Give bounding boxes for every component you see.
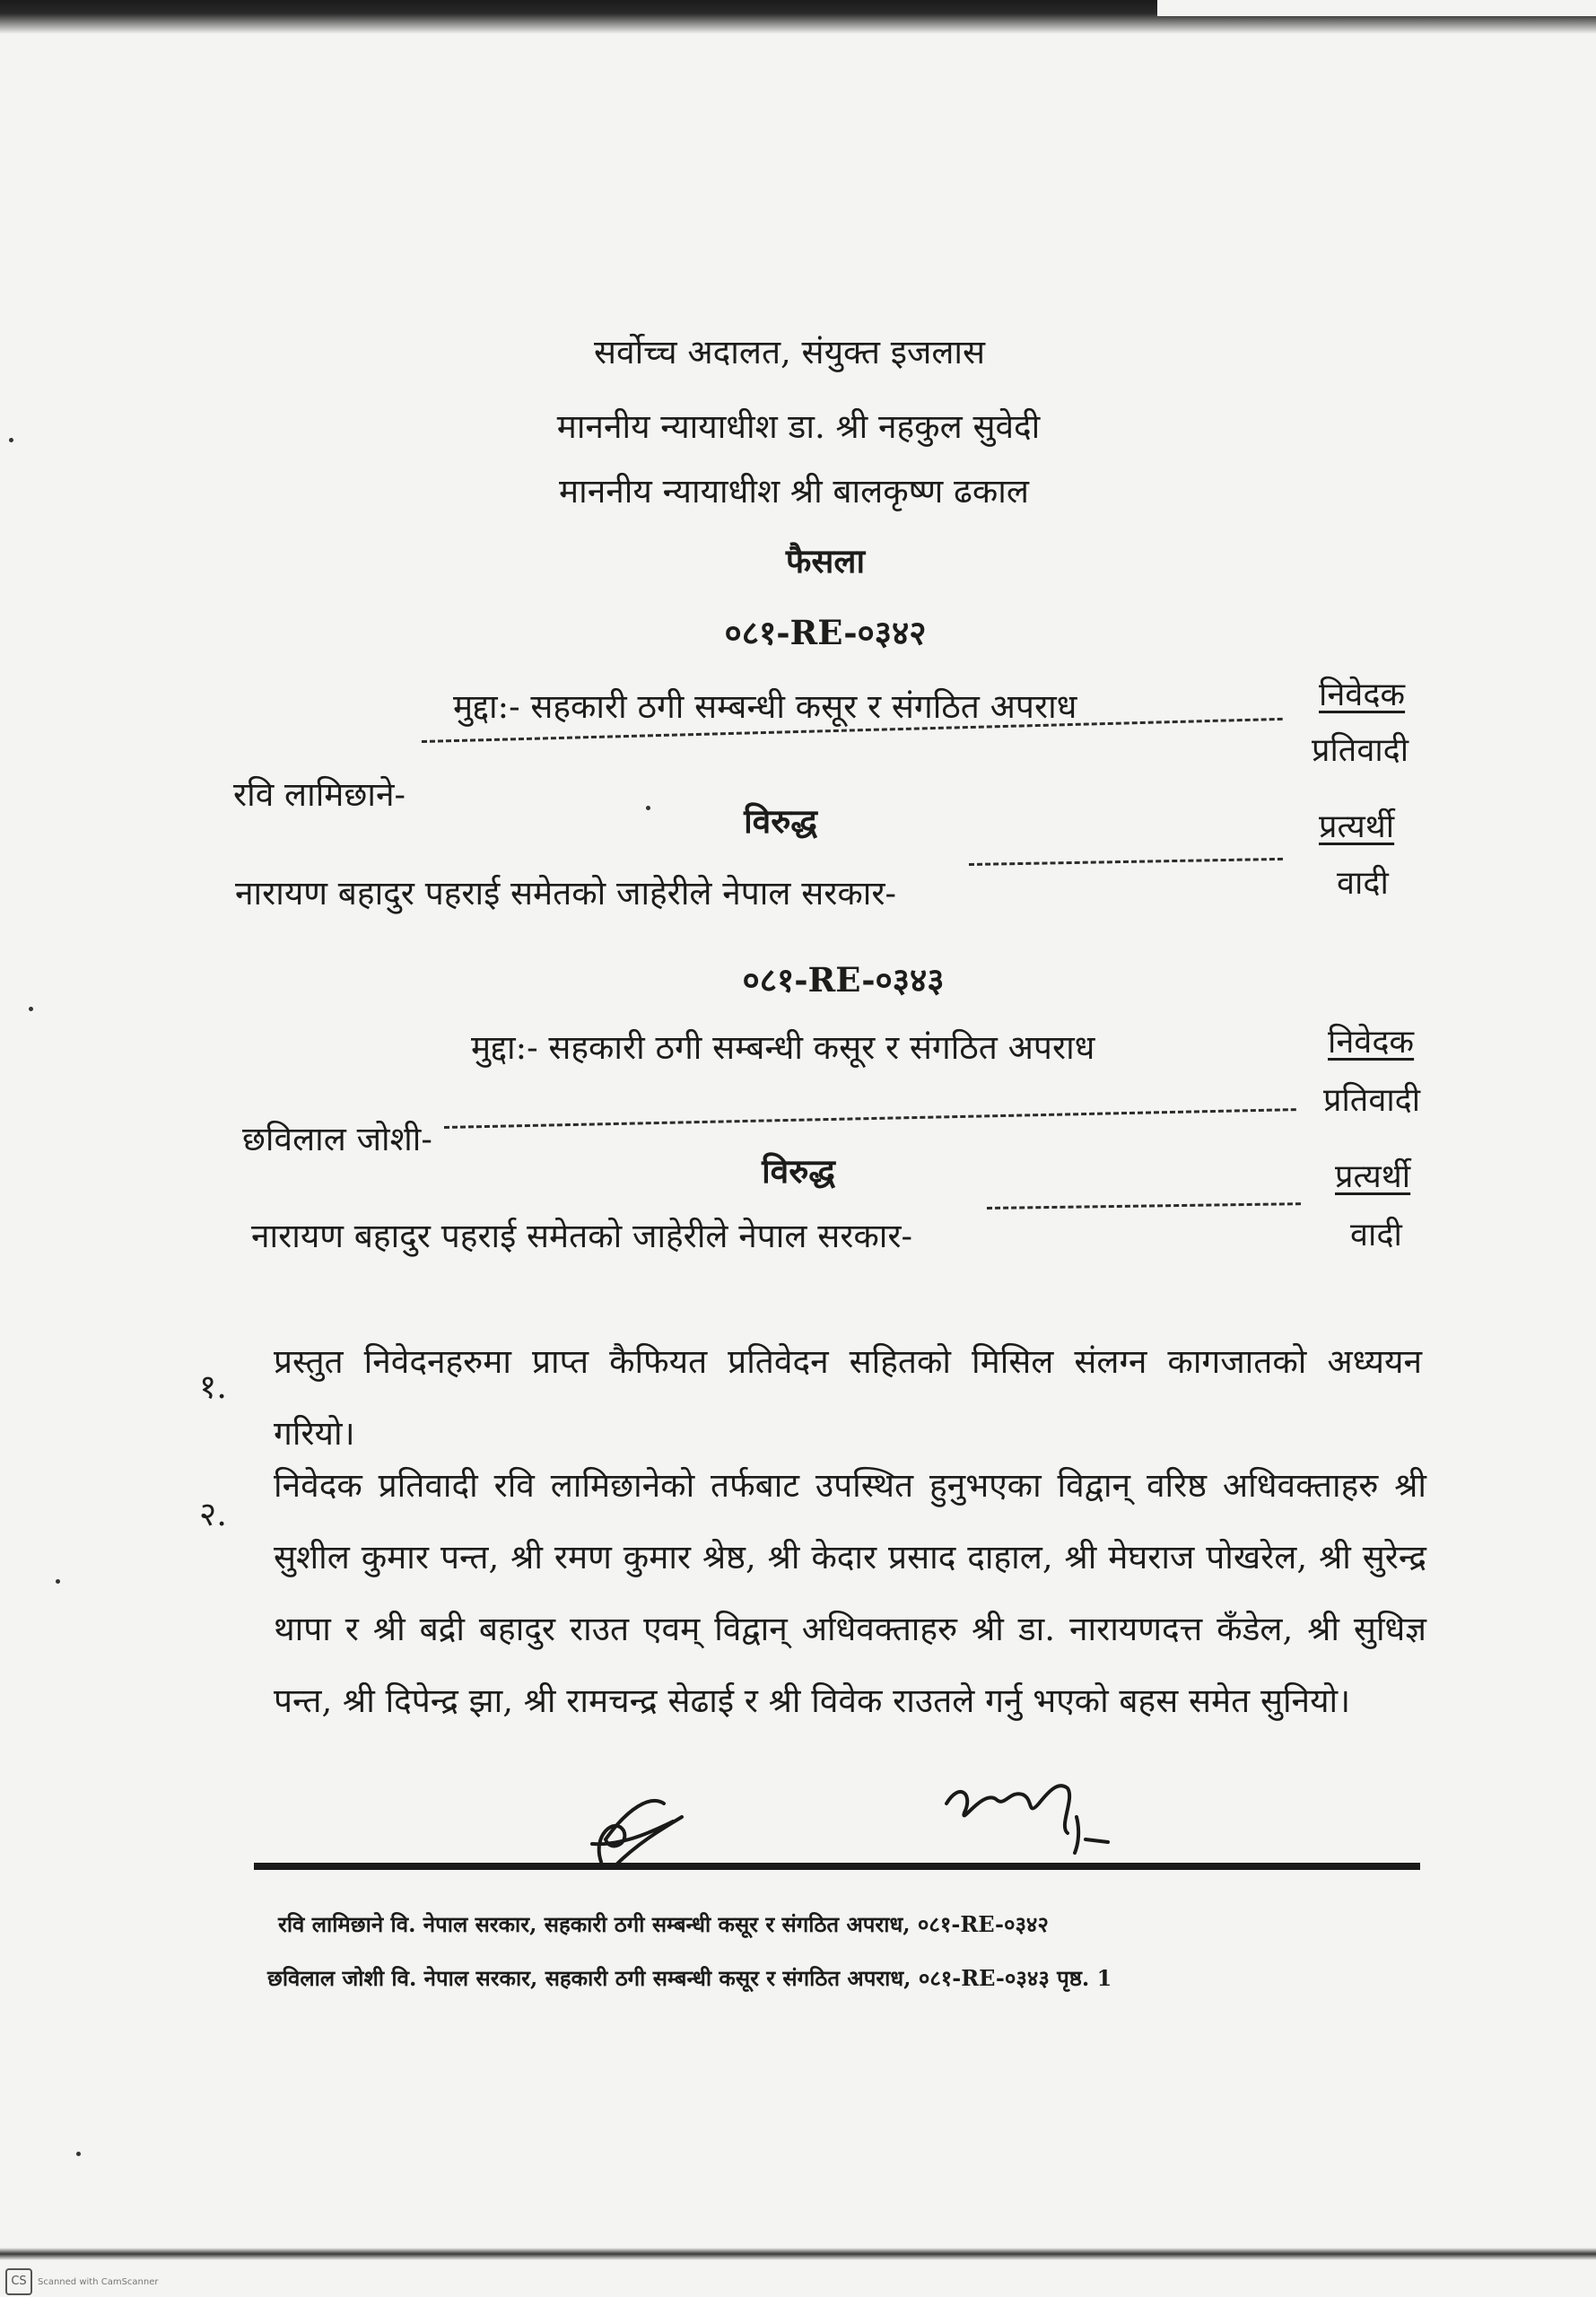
petitioner-name: रवि लामिछाने- — [233, 775, 406, 814]
respondent-name: नारायण बहादुर पहराई समेतको जाहेरीले नेपाल सरकार- — [235, 874, 897, 913]
respondent-role-top: प्रत्यर्थी — [1319, 808, 1395, 845]
case-number: ०८१-RE-०३४२ — [724, 613, 927, 652]
case-subject: मुद्दा:- सहकारी ठगी सम्बन्धी कसूर र संगठित अपराध — [471, 1028, 1095, 1067]
document-type: फैसला — [785, 541, 866, 581]
scan-speck — [76, 2152, 81, 2156]
petitioner-role-top: निवेदक — [1319, 677, 1406, 713]
petitioner-role-bottom: प्रतिवादी — [1312, 732, 1409, 769]
judge-two: माननीय न्यायाधीश श्री बालकृष्ण ढकाल — [559, 472, 1029, 511]
versus-label: विरुद्ध — [744, 801, 817, 841]
petitioner-role-top: निवेदक — [1328, 1024, 1415, 1061]
scan-speck — [9, 438, 13, 442]
respondent-role-bottom: वादी — [1337, 865, 1389, 902]
footer-line-one: रवि लामिछाने वि. नेपाल सरकार, सहकारी ठगी सम्बन्धी कसूर र संगठित अपराध, ०८१-RE-०३४२ — [278, 1911, 1049, 1937]
scan-shadow-bottom — [0, 2248, 1596, 2260]
footer-rule — [254, 1863, 1420, 1870]
respondent-role-bottom: वादी — [1350, 1217, 1402, 1253]
dotted-leader — [987, 1202, 1301, 1210]
camscanner-watermark: Scanned with CamScanner — [38, 2277, 159, 2287]
scan-speck — [646, 806, 650, 810]
camscanner-logo-icon: CS — [5, 2268, 32, 2295]
dotted-leader — [444, 1108, 1296, 1129]
petitioner-name: छविलाल जोशी- — [242, 1120, 432, 1158]
scan-speck — [56, 1579, 60, 1584]
case-subject: मुद्दा:- सहकारी ठगी सम्बन्धी कसूर र संगठित अपराध — [453, 687, 1077, 726]
court-title: सर्वोच्च अदालत, संयुक्त इजलास — [593, 333, 986, 371]
signature-right — [933, 1763, 1121, 1862]
paragraph-number: २. — [199, 1495, 228, 1533]
paragraph-text: प्रस्तुत निवेदनहरुमा प्राप्त कैफियत प्रतिवेदन सहितको मिसिल संलग्न कागजातको अध्ययन गरियो। — [274, 1342, 1422, 1453]
respondent-name: नारायण बहादुर पहराई समेतको जाहेरीले नेपाल सरकार- — [251, 1217, 913, 1255]
scan-speck — [29, 1007, 33, 1011]
paragraph-number: १. — [199, 1367, 228, 1406]
case-number: ०८१-RE-०३४३ — [742, 960, 945, 1000]
dotted-leader — [969, 858, 1283, 866]
footer-line-two: छविलाल जोशी वि. नेपाल सरकार, सहकारी ठगी सम्बन्धी कसूर र संगठित अपराध, ०८१-RE-०३४३ पृष्ठ. 1 — [267, 1965, 1112, 1991]
paragraph-text: निवेदक प्रतिवादी रवि लामिछानेको तर्फबाट उपस्थित हुनुभएका विद्वान् वरिष्ठ अधिवक्ताहरु श्री सुशील कुमार पन्त, श्री रमण कुमार श्रेष्ठ, श्री केदार प्रसाद दाहाल, श्री मेघराज पोखरेल, श्री सुरेन्द्र थापा र श्री बद्री बहादुर राउत एवम् विद्वान् अधिवक्ताहरु श्री डा. नारायणदत्त कँडेल, श्री सुधिज्ञ पन्त, श्री दिपेन्द्र झा, श्री रामचन्द्र सेढाई र श्री विवेक राउतले गर्नु भएको बहस समेत सुनियो। — [274, 1466, 1426, 1720]
petitioner-role-bottom: प्रतिवादी — [1323, 1082, 1421, 1119]
judge-one: माननीय न्यायाधीश डा. श्री नहकुल सुवेदी — [556, 407, 1041, 446]
versus-label: विरुद्ध — [762, 1151, 835, 1191]
respondent-role-top: प्रत्यर्थी — [1335, 1158, 1411, 1195]
